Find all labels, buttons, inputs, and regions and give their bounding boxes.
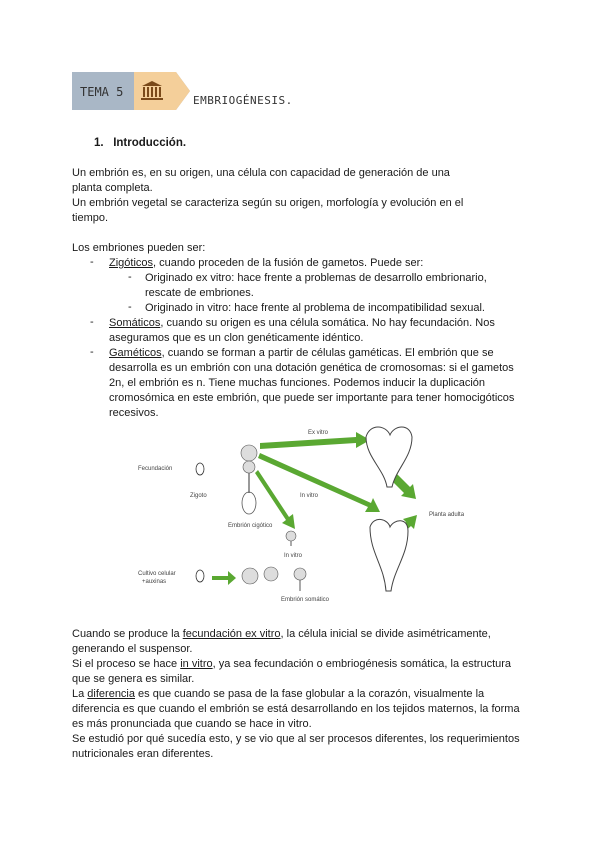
- section-title: Introducción.: [113, 137, 187, 149]
- term-diferencia: diferencia: [87, 688, 135, 700]
- list-item-line: cromosómica en este embrión, que puede ser importante para tener homocigóticos: [109, 392, 515, 404]
- sub-item: Originado ex vitro: hace frente a problemas de desarrollo embrionario,: [145, 272, 487, 284]
- closing-line: Se estudió por qué sucedía esto, y se vio que al ser procesos diferentes, los requerimientos: [72, 733, 520, 745]
- term-in-vitro: in vitro: [180, 658, 213, 670]
- label-planta-adulta: Planta adulta: [429, 512, 464, 518]
- sub-item: Originado in vitro: hace frente al problema de incompatibilidad sexual.: [145, 302, 485, 314]
- label-embrion-cigotico: Embrión cigótico: [228, 523, 273, 529]
- tema-label: TEMA 5: [80, 85, 124, 99]
- closing-line: generando el suspensor.: [72, 643, 193, 655]
- label-fecundacion: Fecundación: [138, 466, 173, 472]
- closing-line: diferencia es que cuando el embrión se está desarrollando en los tejidos maternos, la forma: [72, 703, 520, 715]
- sub-item: rescate de embriones.: [145, 287, 254, 299]
- closing-line: Si el proceso se hace in vitro, ya sea fecundación o embriogénesis somática, la estructura: [72, 658, 512, 670]
- bullet-dash: -: [90, 346, 94, 358]
- intro-line: Un embrión vegetal se caracteriza según su origen, morfología y evolución en el: [72, 197, 464, 209]
- sub-bullet-dash: -: [128, 271, 132, 283]
- section-heading: [94, 137, 186, 149]
- sub-bullet-dash: -: [128, 301, 132, 313]
- somatic-cluster: [242, 568, 258, 584]
- intro-lead: Los embriones pueden ser:: [72, 242, 206, 254]
- heart-embryo-ex-vitro: [366, 427, 412, 487]
- zygotic-embryo: [241, 445, 257, 514]
- closing-line: La diferencia es que cuando se pasa de la fase globular a la corazón, visualmente la: [72, 688, 485, 700]
- intro-line: planta completa.: [72, 182, 153, 194]
- term-fecundacion-ex-vitro: fecundación ex vitro: [182, 628, 281, 640]
- label-cultivo-2: +auxinas: [142, 579, 167, 585]
- bullet-dash: -: [90, 256, 94, 268]
- list-item-zigoticos: Zigóticos, cuando proceden de la fusión de gametos. Puede ser:: [109, 257, 424, 269]
- term-zigoticos: Zigóticos: [109, 257, 154, 269]
- closing-line: es más pronunciada que cuando se hace in vitro.: [72, 718, 312, 730]
- term-somaticos: Somáticos: [109, 317, 161, 329]
- list-item-gameticos: Gaméticos, cuando se forman a partir de células gaméticas. El embrión que se: [109, 347, 494, 359]
- section-number: 1.: [94, 137, 104, 149]
- label-zigoto: Zigoto: [190, 493, 207, 499]
- closing-line: Cuando se produce la fecundación ex vitro, la célula inicial se divide asimétricamente,: [72, 628, 491, 640]
- label-in-vitro: In vitro: [284, 553, 303, 559]
- closing-line: nutricionales eran diferentes.: [72, 748, 214, 760]
- list-item-line: 2n, el embrión es n. Tiene muchas funciones. Podemos inducir la duplicación: [109, 377, 486, 389]
- somatic-cell: [196, 570, 204, 582]
- list-item-line: aseguramos que es un clon genéticamente idéntico.: [109, 332, 364, 344]
- label-ex-vitro: Ex vitro: [308, 430, 329, 436]
- tema-banner: [72, 72, 190, 110]
- label-embrion-somatico: Embrión somático: [281, 597, 330, 603]
- list-item-somaticos: Somáticos, cuando su origen es una célula somática. No hay fecundación. Nos: [109, 317, 495, 329]
- globular-embryo: [286, 531, 296, 541]
- subject-title: EMBRIOGÉNESIS.: [193, 94, 293, 107]
- list-item-line: recesivos.: [109, 407, 159, 419]
- zygote-cell: [196, 463, 204, 475]
- list-item-line: desarrolla es un embrión con una dotación genética de cromosomas: si el gametos: [109, 362, 514, 374]
- somatic-embryo: [294, 568, 306, 580]
- somatic-cluster: [264, 567, 278, 581]
- closing-line: que se genera es similar.: [72, 673, 195, 685]
- term-gameticos: Gaméticos: [109, 347, 162, 359]
- label-cultivo-1: Cultivo celular: [138, 571, 176, 577]
- heart-embryo-in-vitro: [370, 519, 408, 591]
- embryogenesis-diagram: [138, 415, 464, 607]
- label-in-vitro-arrow: In vitro: [300, 493, 319, 499]
- intro-line: Un embrión es, en su origen, una célula con capacidad de generación de una: [72, 167, 450, 179]
- intro-line: tiempo.: [72, 212, 109, 224]
- bullet-dash: -: [90, 316, 94, 328]
